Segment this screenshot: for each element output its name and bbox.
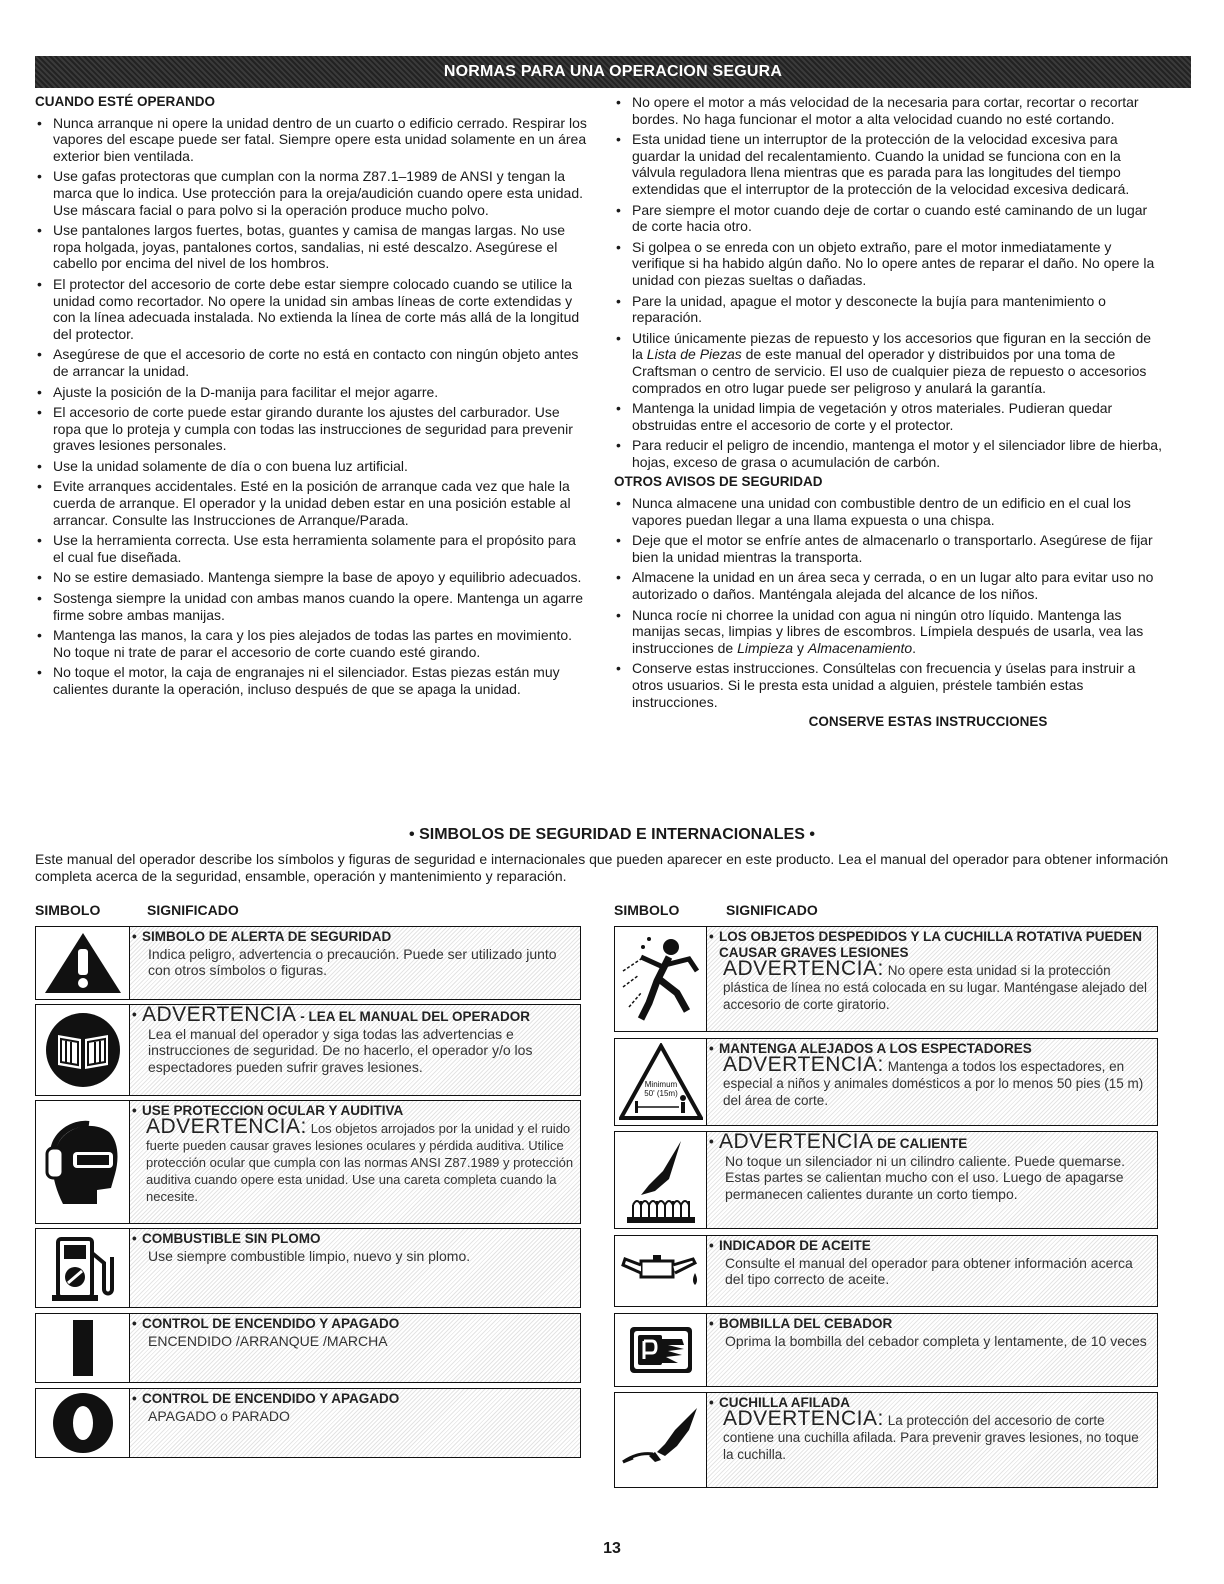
list-item: • Nunca arranque ni opere la unidad dentro de un cuarto o edificio cerrado. Respirar los vapores del escape puede ser fatal. Siempre opere esta unidad solamente en un área exterior bien ventilada. — [35, 115, 590, 165]
heading-suffix: - LEA EL MANUAL DEL OPERADOR — [296, 1009, 530, 1024]
page-number: 13 — [603, 1540, 621, 1557]
symbol-row-hot-surface — [614, 1131, 1158, 1229]
symbol-description — [719, 957, 1151, 1013]
right-col-symbol-header: SIMBOLO — [614, 902, 680, 918]
left-col-symbol-header: SIMBOLO — [35, 902, 101, 918]
list-item: • Nunca almacene una unidad con combustible dentro de un edificio en el cual los vapores puedan llegar a una llama expuesta o una chispa. — [614, 495, 1162, 528]
symbol-heading — [142, 1003, 574, 1026]
list-item: • Deje que el motor se enfríe antes de almacenarlo o transportarlo. Asegúrese de fijar bien la unidad mientras la transporta. — [614, 532, 1162, 565]
list-item: • Ajuste la posición de la D-manija para facilitar el mejor agarre. — [35, 384, 590, 401]
symbol-row-bystanders — [614, 1038, 1158, 1126]
conserve-instructions: CONSERVE ESTAS INSTRUCCIONES — [808, 714, 1048, 730]
clean-text-post: . — [912, 639, 917, 656]
symbol-heading — [719, 1130, 1151, 1153]
symbol-heading: • INDICADOR DE ACEITE — [719, 1238, 1151, 1255]
list-item: • Asegúrese de que el accesorio de corte no está en contacto con ningún objeto antes de arrancar la unidad. — [35, 346, 590, 379]
other-warnings-list — [614, 495, 1162, 710]
description-text: La protección del accesorio de corte contiene una cuchilla afilada. Para prevenir graves lesiones, no toque la cuchilla. — [723, 1413, 1139, 1462]
list-item: • Use la unidad solamente de día o con buena luz artificial. — [35, 458, 590, 475]
symbol-description: APAGADO o PARADO — [148, 1407, 290, 1424]
list-item: • Conserve estas instrucciones. Consúltelas con frecuencia y úselas para instruir a otros usuarios. Si le presta esta unidad a alguien, préstele también estas instrucciones. — [614, 660, 1162, 710]
svg-text:Minimum: Minimum — [644, 1080, 677, 1089]
warning-word: ADVERTENCIA: — [723, 1407, 884, 1430]
symbol-heading: • BOMBILLA DEL CEBADOR — [719, 1316, 1151, 1333]
list-item: • Use pantalones largos fuertes, botas, guantes y camisa de mangas largas. No use ropa holgada, joyas, pantalones cortos, sandalias, ni esté descalzo. Asegúrese el cabello por encima del nivel de los hombros. — [35, 222, 590, 272]
list-item: • Evite arranques accidentales. Esté en la posición de arranque cada vez que hale la cuerda de arranque. El operador y la unidad deben estar en una posición estable al arrancar. Consulte las Instrucciones de Arranque/Parada. — [35, 478, 590, 528]
oil-can-icon — [615, 1236, 707, 1306]
symbol-heading: • CONTROL DE ENCENDIDO Y APAGADO — [142, 1316, 574, 1333]
symbol-heading: • LOS OBJETOS DESPEDIDOS Y LA CUCHILLA ROTATIVA PUEDEN CAUSAR GRAVES LESIONES — [719, 929, 1151, 961]
primer-bulb-icon — [615, 1314, 707, 1386]
other-warnings-heading: OTROS AVISOS DE SEGURIDAD — [614, 474, 823, 490]
fuel-pump-icon — [36, 1229, 130, 1307]
list-item: • Sostenga siempre la unidad con ambas manos cuando la opere. Mantenga un agarre firme sobre ambas manijas. — [35, 590, 590, 623]
list-item: • Si golpea o se enreda con un objeto extraño, pare el motor inmediatamente y verifique si ha habido algún daño. No lo opere antes de reparar el daño. No opere la unidad con piezas sueltas o dañadas. — [614, 239, 1162, 289]
left-col-meaning-header: SIGNIFICADO — [147, 902, 239, 918]
warning-triangle-icon — [36, 927, 130, 999]
heading-suffix: DE CALIENTE — [873, 1136, 968, 1151]
list-item: • Mantenga la unidad limpia de vegetación y otros materiales. Pudieran quedar obstruidas entre el accesorio de corte y el protector. — [614, 400, 1162, 433]
warning-word: ADVERTENCIA — [142, 1003, 297, 1026]
symbol-row-on — [35, 1313, 581, 1383]
list-item: • El protector del accesorio de corte debe estar siempre colocado cuando se utilice la unidad como recortador. No opere la unidad sin ambas líneas de corte extendidas y con la línea adecuada instalada. No extienda la línea de corte más allá de la longitud del protector. — [35, 276, 590, 342]
symbol-row-safety-alert — [35, 926, 581, 1000]
symbol-description: Oprima la bombilla del cebador completa y lentamente, de 10 veces — [725, 1332, 1147, 1349]
list-item: • Pare siempre el motor cuando deje de cortar o cuando esté caminando de un lugar de corte hacia otro. — [614, 202, 1162, 235]
warning-word: ADVERTENCIA: — [723, 1053, 884, 1076]
symbol-row-eye-ear — [35, 1100, 581, 1224]
left-column — [35, 92, 590, 702]
symbol-heading: • CUCHILLA AFILADA — [719, 1395, 1151, 1411]
on-switch-icon — [36, 1314, 130, 1382]
description-text: No opere esta unidad si la protección plástica de línea no está colocada en su lugar. Manténgase alejado del accesorio de corte giratorio. — [723, 963, 1148, 1012]
cleaning-ref: Limpieza — [737, 639, 794, 656]
symbol-row-oil — [614, 1235, 1158, 1307]
description-text: Mantenga a todos los espectadores, en especial a niños y animales domésticos a por lo menos 50 pies (15 m) del área de corte. — [723, 1059, 1144, 1108]
list-item: • No se estire demasiado. Mantenga siempre la base de apoyo y equilibrio adecuados. — [35, 569, 590, 586]
storage-ref: Almacenamiento — [807, 639, 913, 656]
list-item — [614, 330, 1162, 396]
warning-word: ADVERTENCIA — [719, 1130, 874, 1153]
symbol-description — [719, 1053, 1151, 1109]
list-item: • Use gafas protectoras que cumplan con la norma Z87.1–1989 de ANSI y tengan la marca que lo indica. Use protección para la oreja/audición cuando opere esta unidad. Use máscara facial o para polvo si la operación produce mucho polvo. — [35, 168, 590, 218]
symbol-description — [142, 1115, 574, 1205]
symbol-description: ENCENDIDO /ARRANQUE /MARCHA — [148, 1332, 388, 1349]
clean-text-pre: Nunca rocíe ni chorree la unidad con agua ni ningún otro líquido. Mantenga las manijas secas, limpias y libres de escombros. Límpiela después de usarla, vea las instrucciones de — [632, 606, 1144, 656]
warning-word: ADVERTENCIA: — [146, 1115, 307, 1138]
symbol-heading: • MANTENGA ALEJADOS A LOS ESPECTADORES — [719, 1041, 1151, 1057]
list-item — [614, 607, 1162, 657]
parts-list-ref: Lista de Piezas — [646, 346, 742, 363]
symbol-row-fuel — [35, 1228, 581, 1308]
symbols-title: • SIMBOLOS DE SEGURIDAD E INTERNACIONALES • — [409, 826, 815, 843]
symbol-row-primer — [614, 1313, 1158, 1387]
right-col-meaning-header: SIGNIFICADO — [726, 902, 818, 918]
read-manual-icon — [36, 1005, 130, 1095]
list-item: • El accesorio de corte puede estar girando durante los ajustes del carburador. Use ropa que lo proteja y cumpla con todas las instrucciones de seguridad para prevenir graves lesiones personales. — [35, 404, 590, 454]
symbol-description: Consulte el manual del operador para obtener información acerca del tipo correcto de aceite. — [725, 1254, 1133, 1287]
list-item: • Mantenga las manos, la cara y los pies alejados de todas las partes en movimiento. No toque ni trate de parar el accesorio de corte cuando esté girando. — [35, 627, 590, 660]
symbol-heading: • COMBUSTIBLE SIN PLOMO — [142, 1231, 574, 1248]
symbol-heading: • USE PROTECCION OCULAR Y AUDITIVA — [142, 1103, 574, 1119]
off-switch-icon — [36, 1389, 130, 1457]
operating-list-continued — [614, 94, 1162, 470]
symbol-row-off — [35, 1388, 581, 1458]
eye-ear-protection-icon — [36, 1101, 130, 1223]
list-item: • Para reducir el peligro de incendio, mantenga el motor y el silenciador libre de hierba, hojas, exceso de grasa o acumulación de carbón. — [614, 437, 1162, 470]
section-banner: NORMAS PARA UNA OPERACION SEGURA — [35, 56, 1191, 88]
symbols-intro: Este manual del operador describe los símbolos y figuras de seguridad e internacionales que pueden aparecer en este producto. Lea el manual del operador para obtener información completa acerca de la seguridad, ensamble, operación y mantenimiento y reparación. — [35, 851, 1169, 884]
symbol-description: No toque un silenciador ni un cilindro caliente. Puede quemarse. Estas partes se calientan mucho con el uso. Luego de apagarse permanecen calientes durante un corto tiempo. — [725, 1152, 1126, 1202]
bystanders-icon — [615, 1039, 707, 1125]
symbol-row-read-manual — [35, 1004, 581, 1096]
svg-text:50' (15m): 50' (15m) — [643, 1089, 678, 1098]
symbol-row-sharp-blade — [614, 1392, 1158, 1488]
operating-heading: CUANDO ESTÉ OPERANDO — [35, 94, 216, 109]
list-item: • Almacene la unidad en un área seca y cerrada, o en un lugar alto para evitar uso no autorizado o daños. Manténgala alejada del alcance de los niños. — [614, 569, 1162, 602]
warning-word: ADVERTENCIA: — [723, 957, 884, 980]
right-column — [614, 94, 1162, 731]
sharp-blade-icon — [615, 1393, 707, 1487]
parts-text-post: de este manual del operador y distribuidos por una toma de Craftsman o centro de servicio. El uso de cualquier pieza de repuesto o accesorios comprados en otro lugar puede ser peligroso y anulará la garantía. — [632, 346, 1147, 396]
thrown-objects-icon — [615, 927, 707, 1031]
list-item: • Use la herramienta correcta. Use esta herramienta solamente para el propósito para el cual fue diseñada. — [35, 532, 590, 565]
symbol-description: Indica peligro, advertencia o precaución. Puede ser utilizado junto con otros símbolos o figuras. — [148, 945, 557, 978]
list-item: • Pare la unidad, apague el motor y desconecte la bujía para mantenimiento o reparación. — [614, 293, 1162, 326]
list-item: • No opere el motor a más velocidad de la necesaria para cortar, recortar o recortar bordes. No haga funcionar el motor a alta velocidad cuando no esté cortando. — [614, 94, 1162, 127]
operating-list — [35, 115, 590, 698]
symbol-description — [719, 1407, 1151, 1463]
list-item: • No toque el motor, la caja de engranajes ni el silenciador. Estas piezas están muy calientes durante la operación, incluso después de que se apaga la unidad. — [35, 664, 590, 697]
symbol-heading: • SIMBOLO DE ALERTA DE SEGURIDAD — [142, 929, 574, 946]
description-text: Los objetos arrojados por la unidad y el ruido fuerte pueden causar graves lesiones oculares y pérdida auditiva. Utilice protección ocular que cumpla con las normas ANSI Z87.1989 y protección auditiva cuando opere esta unidad. Use una careta completa cuando la necesite. — [146, 1121, 574, 1204]
hot-surface-icon — [615, 1132, 707, 1228]
symbol-description: Lea el manual del operador y siga todas las advertencias e instrucciones de seguridad. De no hacerlo, el operador y/o los espectadores pueden sufrir graves lesiones. — [148, 1025, 533, 1075]
clean-text-mid: y — [793, 639, 808, 656]
list-item: • Esta unidad tiene un interruptor de la protección de la velocidad excesiva para guardar la unidad del recalentamiento. Cuando la unidad se funciona con en la válvula reguladora llena mientras que es parada para las longitudes del tiempo extendidas que el interruptor de la protección de la velocidad excesiva dedicará. — [614, 131, 1162, 197]
symbol-row-thrown-objects — [614, 926, 1158, 1032]
symbol-heading: • CONTROL DE ENCENDIDO Y APAGADO — [142, 1391, 574, 1408]
symbol-description: Use siempre combustible limpio, nuevo y sin plomo. — [148, 1247, 471, 1264]
parts-text-pre: Utilice únicamente piezas de repuesto y los accesorios que figuran en la sección de la — [632, 329, 1152, 363]
